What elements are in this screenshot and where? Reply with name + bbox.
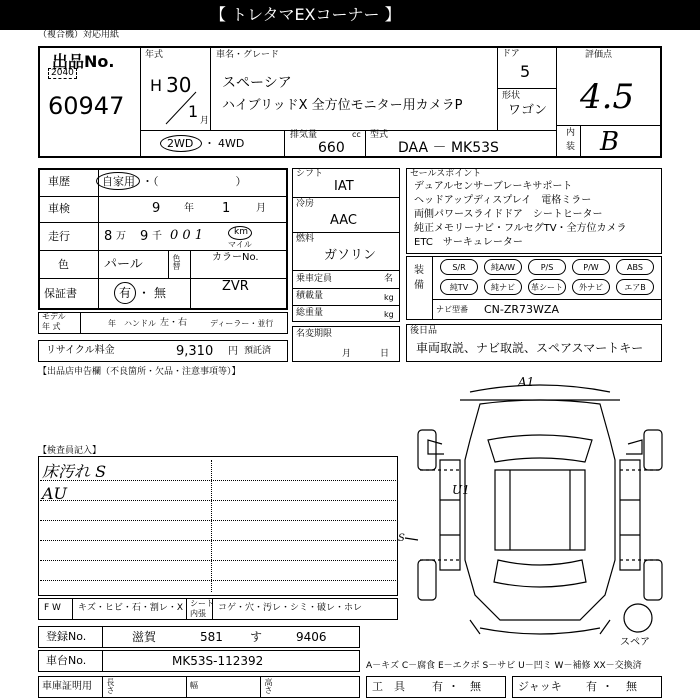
displacement-value: 660 [318,140,345,156]
expiry-label: 名変期限 [296,329,333,339]
doors-value: 5 [520,62,531,81]
name-label: 車名・グレード [216,50,280,60]
equipment-label-2: 備 [414,280,424,291]
damage-legend: A－キズ C－腐食 E－エクボ S－サビ U－凹ミ W－補修 XX－交換済 [366,661,642,671]
equipment-item: P/W [572,259,610,275]
diagram-a1: A1 [518,375,535,389]
inspector-rule [40,560,396,561]
shape-label: 形状 [502,91,521,101]
mileage-u1: 万 [116,231,126,242]
interior-value: B [600,127,620,157]
color-change-label: 色替 [172,254,181,270]
sales-point-line: デュアルセンサーブレーキサポート [414,181,573,192]
color-value: パール [104,257,143,272]
warranty-yes: 有 [119,286,132,300]
tools-no: 無 [470,680,481,693]
fw-label: F W [44,603,61,613]
mileage-v2: 9 [140,229,149,244]
equipment-item: 純TV [440,279,478,295]
type-value: DAA － MK53S [398,140,499,156]
recycle-note: 預託済 [244,346,272,356]
recycle-label: リサイクル料金 [46,345,115,356]
inspector-note-2: AU [42,484,68,503]
history-rest: ・（ ） [142,175,247,188]
ac-value: AAC [330,213,357,228]
shape-value: ワゴン [508,103,548,118]
fuel-label: 燃料 [296,234,315,244]
equipment-item: 純A/W [484,259,522,275]
lot-number: 60947 [48,92,125,120]
registration-label: 登録No. [46,630,87,643]
model-name: スペーシア [222,75,292,91]
registration-area: 滋賀 [132,630,157,644]
sheet-text: コゲ・穴・汚レ・シミ・破レ・ホレ [218,603,363,613]
year-era: H [150,76,163,95]
registration-num: 9406 [296,630,327,644]
history-value: 自家用 [102,175,135,188]
history-label: 車歴 [48,175,70,188]
model-year-label-1: モデル [42,312,66,321]
jack-no: 無 [626,680,637,693]
handle-value: 左・右 [160,318,188,328]
sheet-label-2: 内張 [190,609,206,618]
cert-b: 幅 [190,681,198,690]
sheet-label: シート [190,599,214,608]
top-note: （複合機）対応用紙 [38,30,120,40]
weight-unit: kg [384,310,394,319]
recycle-value: 9,310 [176,344,214,359]
expiry-unit-2: 日 [380,349,390,359]
ac-label: 冷房 [296,199,315,209]
inspection-label: 車検 [48,202,70,215]
handle-label: ハンドル [124,319,156,328]
lot-label: 出品No. [52,52,115,71]
inspection-month-unit: 月 [256,203,266,214]
year-month: 1 [188,102,199,121]
inspection-year-unit: 年 [184,203,194,214]
color-label: 色 [58,258,69,271]
drive-sep: ・ [204,137,215,150]
equipment-item: ABS [616,259,654,275]
equipment-label-1: 装 [414,265,424,276]
warranty-sep: ・ [138,286,151,300]
equipment-item: P/S [528,259,566,275]
sales-points-label: セールスポイント [410,169,482,179]
mileage-digits: 0 0 1 [170,228,204,243]
sales-point-line: 両側パワースライドドア シートヒーター [414,209,603,220]
equipment-item: 革シート [528,279,566,295]
registration-class: 581 [200,630,223,644]
grade-name: ハイブリッドX 全方位モニター用カメラP [222,98,463,113]
year-num: 30 [166,73,192,97]
fuel-value: ガソリン [324,248,377,263]
mileage-mile: マイル [228,240,252,249]
interior-label-1: 内 [566,128,576,138]
type-label: 型式 [370,130,389,140]
color-code-label: カラーNo. [212,252,259,263]
model-year-label-2: 年 式 [42,322,61,331]
recycle-unit: 円 [228,346,238,357]
sales-point-line: 純正メモリーナビ・フルセグTV・全方位カメラ [414,223,627,234]
score-value: 4.5 [580,77,635,117]
diagram-s: S [398,533,405,544]
doors-label: ドア [502,49,520,59]
inspector-rule [40,520,396,521]
car-diagram [400,370,670,650]
year-month-unit: 月 [200,116,210,126]
dealer-label: ディーラー・並行 [210,319,274,328]
jack-sep: ・ [602,680,613,693]
aftermarket-value: 車両取説、ナビ取説、スペアスマートキー [416,341,644,355]
fw-text: キズ・ヒビ・石・割レ・X [78,603,183,613]
tools-label: 工 具 [372,680,405,693]
cert-label: 車庫証明用 [42,681,92,692]
displacement-label: 排気量 [290,130,318,140]
cert-c: 高さ [264,678,273,694]
model-year-unit: 年 [108,319,116,328]
shift-label: シフト [296,169,324,179]
diagram-u1: U1 [452,483,470,497]
cert-a: 長さ [106,678,115,694]
score-label: 評価点 [585,50,613,60]
jack-label: ジャッキ [518,680,562,693]
header-title: 【 トレタマEXコーナー 】 [210,5,401,24]
inspector-rule [40,580,396,581]
mileage-label: 走行 [48,230,70,243]
inspector-rule [40,500,396,501]
inspection-month: 1 [222,201,231,216]
load-label: 積載量 [296,291,324,301]
load-unit: kg [384,293,394,302]
equipment-item: S/R [440,259,478,275]
inspector-note-1: 床汚れ S [42,462,107,481]
chassis-label: 車台No. [46,654,87,667]
expiry-unit: 月 [342,349,352,359]
warranty-label: 保証書 [44,287,77,300]
mileage-v1: 8 [104,229,113,244]
inspection-year: 9 [152,201,161,216]
tools-yes: 有 [432,680,443,693]
drive-2wd: 2WD [167,137,194,150]
year-label: 年式 [145,50,164,60]
capacity-label: 乗車定員 [296,274,333,284]
interior-label-2: 装 [566,142,576,152]
warranty-no: 無 [154,286,167,300]
capacity-unit: 名 [384,274,394,284]
sales-point-line: ヘッドアップディスプレイ 電格ミラー [414,195,592,206]
equipment-item: 外ナビ [572,279,610,295]
registration-kana: す [250,630,263,644]
navi-label: ナビ型番 [436,305,468,314]
mileage-u2: 千 [152,231,162,242]
shift-value: IAT [334,179,354,194]
color-code: ZVR [222,279,249,294]
spare-label: スペア [620,637,650,648]
drive-4wd: 4WD [218,137,245,150]
navi-value: CN-ZR73WZA [484,303,559,316]
equipment-item: 純ナビ [484,279,522,295]
chassis-value: MK53S-112392 [172,654,264,668]
mileage-km: km [234,227,248,237]
inspector-label: 【検査員記入】 [38,446,102,456]
equipment-item: エアB [616,279,654,295]
declaration-label: 【出品店申告欄（不良箇所・欠品・注意事項等）】 [38,367,241,377]
displacement-unit: cc [352,130,361,139]
jack-yes: 有 [586,680,597,693]
sales-point-line: ETC サーキュレーター [414,237,523,248]
weight-label: 総重量 [296,308,324,318]
lot-stamp: 2040 [48,68,77,79]
tools-sep: ・ [448,680,459,693]
aftermarket-label: 後日品 [410,326,438,336]
inspector-rule [40,540,396,541]
